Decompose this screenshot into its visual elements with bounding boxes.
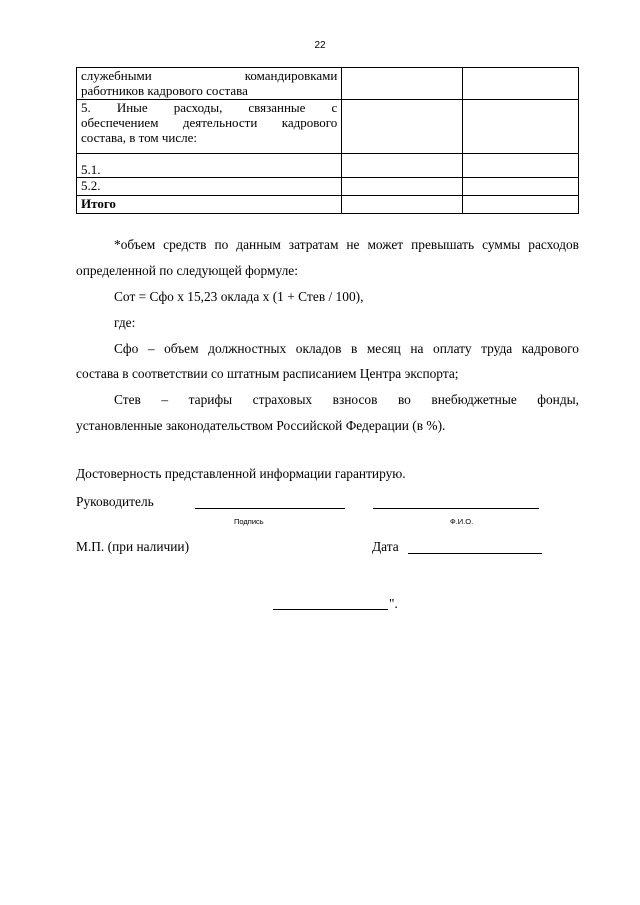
table-cell-value (463, 178, 579, 196)
table-cell-value (463, 196, 579, 214)
note-line-1: *объем средств по данным затратам не может превышать суммы расходов (114, 237, 579, 252)
table-row (77, 68, 579, 100)
table-cell-label (77, 100, 342, 154)
closing-line (273, 609, 388, 610)
table-cell-label (77, 154, 342, 178)
table-cell-value (342, 100, 463, 154)
signature-line (195, 508, 345, 509)
date-label: Дата (372, 539, 399, 554)
table-cell-value (342, 178, 463, 196)
row-text-line: 5.1. (81, 162, 101, 177)
table-cell-value (342, 154, 463, 178)
row-text-line: 5. Иные расходы, связанные с (81, 100, 338, 115)
guarantee-statement: Достоверность представленной информации гарантирую. (76, 466, 406, 481)
sfo-definition-line-2: состава в соответствии со штатным расписанием Центра экспорта; (76, 366, 459, 381)
closing-quote: ". (389, 596, 398, 611)
table-row (77, 154, 579, 178)
name-caption: Ф.И.О. (450, 517, 474, 526)
row-text-line: работников кадрового состава (81, 83, 248, 98)
table-row (77, 100, 579, 154)
page-number: 22 (314, 40, 326, 51)
table-cell-label (77, 68, 342, 100)
table-cell-value (463, 100, 579, 154)
formula: Сот = Сфо х 15,23 оклада х (1 + Cтев / 100), (114, 289, 364, 304)
stamp-label: М.П. (при наличии) (76, 539, 190, 554)
table-row (77, 178, 579, 196)
table-cell-label (77, 178, 342, 196)
row-text-line: служебными командировками (81, 68, 338, 83)
stev-definition-line-1: Стев – тарифы страховых взносов во внебюджетные фонды, (114, 392, 579, 407)
where-label: где: (114, 315, 136, 330)
table-row (77, 196, 579, 214)
total-label: Итого (81, 196, 116, 211)
expenses-table (76, 67, 579, 214)
table-cell-value (463, 154, 579, 178)
table-cell-label (77, 196, 342, 214)
row-text-line: 5.2. (81, 178, 101, 193)
table-cell-value (342, 196, 463, 214)
date-line (408, 553, 542, 554)
sfo-definition-line-1: Сфо – объем должностных окладов в месяц на оплату труда кадрового (114, 341, 579, 356)
note-line-2: определенной по следующей формуле: (76, 263, 298, 278)
signature-caption: Подпись (234, 517, 264, 526)
table-cell-value (463, 68, 579, 100)
table-cell-value (342, 68, 463, 100)
head-label: Руководитель (76, 494, 154, 509)
row-text-line: состава, в том числе: (81, 130, 197, 145)
row-text-line: обеспечением деятельности кадрового (81, 115, 338, 130)
name-line (373, 508, 539, 509)
stev-definition-line-2: установленные законодательством Российской Федерации (в %). (76, 418, 446, 433)
